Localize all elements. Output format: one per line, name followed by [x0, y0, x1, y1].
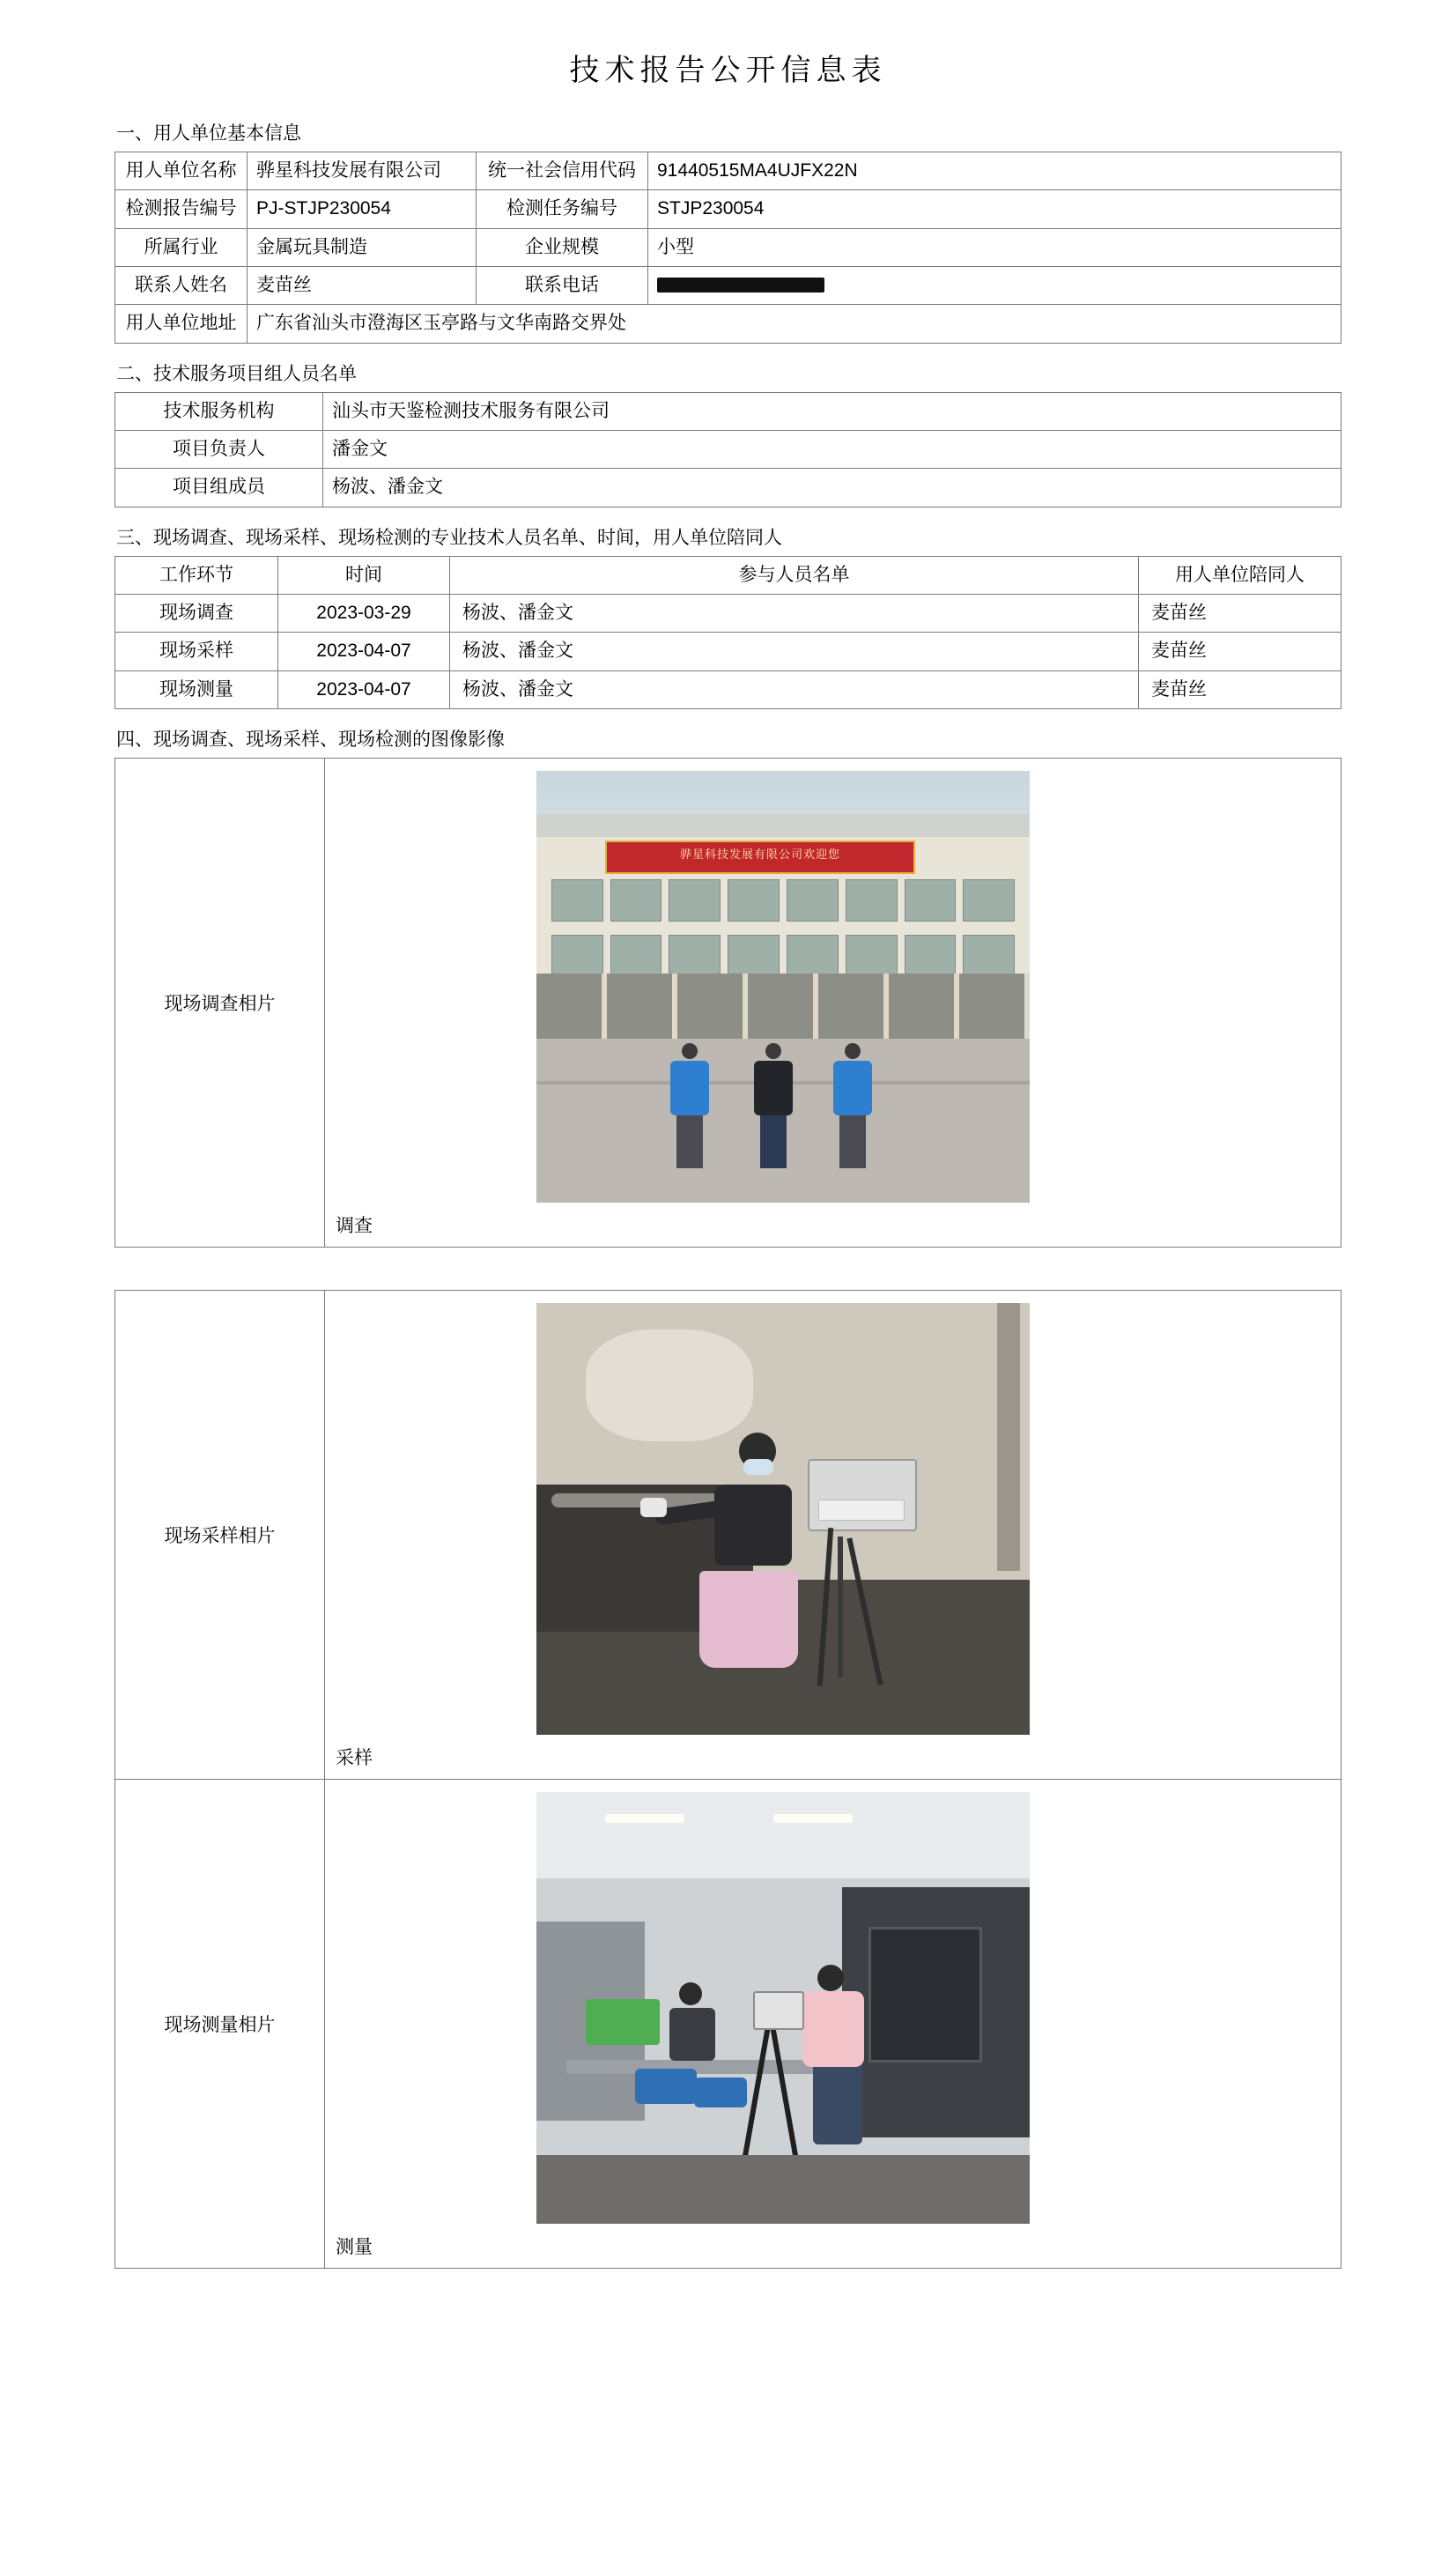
project-members-label: 项目组成员 [115, 469, 323, 507]
project-team-table [115, 392, 1341, 507]
stage-value: 现场调查 [115, 595, 278, 633]
stage-value: 现场测量 [115, 670, 278, 708]
contact-name-label: 联系人姓名 [115, 267, 248, 305]
photo-row-sampling [115, 1291, 1341, 1780]
address-label: 用人单位地址 [115, 305, 248, 343]
page-title: 技术报告公开信息表 [569, 54, 887, 87]
report-number-value: PJ-STJP230054 [248, 190, 477, 228]
column-header-stage: 工作环节 [115, 556, 278, 594]
column-header-companion: 用人单位陪同人 [1139, 556, 1341, 594]
industry-value: 金属玩具制造 [248, 228, 477, 266]
service-org-value: 汕头市天鉴检测技术服务有限公司 [323, 392, 1341, 430]
site-sampling-photo [536, 1303, 1030, 1735]
credit-code-label: 统一社会信用代码 [477, 152, 648, 190]
industry-label: 所属行业 [115, 228, 248, 266]
project-members-value: 杨波、潘金文 [323, 469, 1341, 507]
contact-phone-label: 联系电话 [477, 267, 648, 305]
redaction-bar [657, 278, 824, 293]
companion-value: 麦苗丝 [1139, 670, 1341, 708]
photo-label-survey: 现场调查相片 [115, 759, 325, 1248]
table-row [115, 633, 1341, 670]
photo-wrap [325, 771, 1341, 1203]
section-3-heading: 三、现场调查、现场采样、现场检测的专业技术人员名单、时间，用人单位陪同人 [116, 527, 782, 548]
table-row [115, 431, 1341, 469]
companion-value: 麦苗丝 [1139, 633, 1341, 670]
person-worker-right [832, 1043, 873, 1168]
date-value: 2023-04-07 [278, 633, 450, 670]
photo-table [115, 758, 1341, 2269]
stage-value: 现场采样 [115, 633, 278, 670]
project-leader-value: 潘金文 [323, 431, 1341, 469]
photo-label-measurement: 现场测量相片 [115, 1780, 325, 2269]
photo-caption-survey: 调查 [336, 1216, 373, 1237]
field-work-table [115, 556, 1341, 709]
banner-text: 骅星科技发展有限公司欢迎您 [679, 848, 840, 862]
person-worker-left [669, 1043, 710, 1168]
photo-cell-sampling [325, 1291, 1341, 1780]
person-center [753, 1043, 794, 1168]
address-value: 广东省汕头市澄海区玉亭路与文华南路交界处 [248, 305, 1341, 343]
photo-cell-measurement [325, 1780, 1341, 2269]
site-survey-photo [536, 771, 1030, 1203]
date-value: 2023-04-07 [278, 670, 450, 708]
section-1-heading: 一、用人单位基本信息 [116, 123, 301, 144]
table-row [115, 152, 1341, 190]
spacer-cell [115, 1248, 325, 1291]
table-row [115, 190, 1341, 228]
scale-label: 企业规模 [477, 228, 648, 266]
photo-wrap [325, 1792, 1341, 2224]
column-header-date: 时间 [278, 556, 450, 594]
names-value: 杨波、潘金文 [450, 595, 1139, 633]
contact-phone-value [648, 267, 1341, 305]
report-number-label: 检测报告编号 [115, 190, 248, 228]
names-value: 杨波、潘金文 [450, 633, 1139, 670]
photo-row-measurement [115, 1780, 1341, 2269]
photo-label-sampling: 现场采样相片 [115, 1291, 325, 1780]
sampling-device [808, 1459, 917, 1531]
task-number-value: STJP230054 [648, 190, 1341, 228]
column-header-names: 参与人员名单 [450, 556, 1139, 594]
scale-value: 小型 [648, 228, 1341, 266]
employer-info-table [115, 152, 1341, 344]
table-row [115, 670, 1341, 708]
section-4-heading: 四、现场调查、现场采样、现场检测的图像影像 [116, 730, 505, 751]
site-measurement-photo [536, 1792, 1030, 2224]
table-row [115, 267, 1341, 305]
spacer-cell [325, 1248, 1341, 1291]
credit-code-value: 91440515MA4UJFX22N [648, 152, 1341, 190]
task-number-label: 检测任务编号 [477, 190, 648, 228]
employer-name-value: 骅星科技发展有限公司 [248, 152, 477, 190]
factory-banner [605, 841, 914, 874]
photo-wrap [325, 1303, 1341, 1735]
table-row [115, 305, 1341, 343]
section-2-heading: 二、技术服务项目组人员名单 [116, 363, 357, 384]
photo-cell-survey [325, 759, 1341, 1248]
project-leader-label: 项目负责人 [115, 431, 323, 469]
spacer-row [115, 1248, 1341, 1291]
photo-caption-sampling: 采样 [336, 1748, 373, 1769]
date-value: 2023-03-29 [278, 595, 450, 633]
companion-value: 麦苗丝 [1139, 595, 1341, 633]
table-header-row [115, 556, 1341, 594]
table-row [115, 392, 1341, 430]
table-row [115, 469, 1341, 507]
photo-row-survey [115, 759, 1341, 1248]
contact-name-value: 麦苗丝 [248, 267, 477, 305]
photo-caption-measurement: 测量 [336, 2237, 373, 2258]
service-org-label: 技术服务机构 [115, 392, 323, 430]
measuring-instrument [753, 1991, 804, 2030]
employer-name-label: 用人单位名称 [115, 152, 248, 190]
table-row [115, 228, 1341, 266]
table-row [115, 595, 1341, 633]
names-value: 杨波、潘金文 [450, 670, 1139, 708]
